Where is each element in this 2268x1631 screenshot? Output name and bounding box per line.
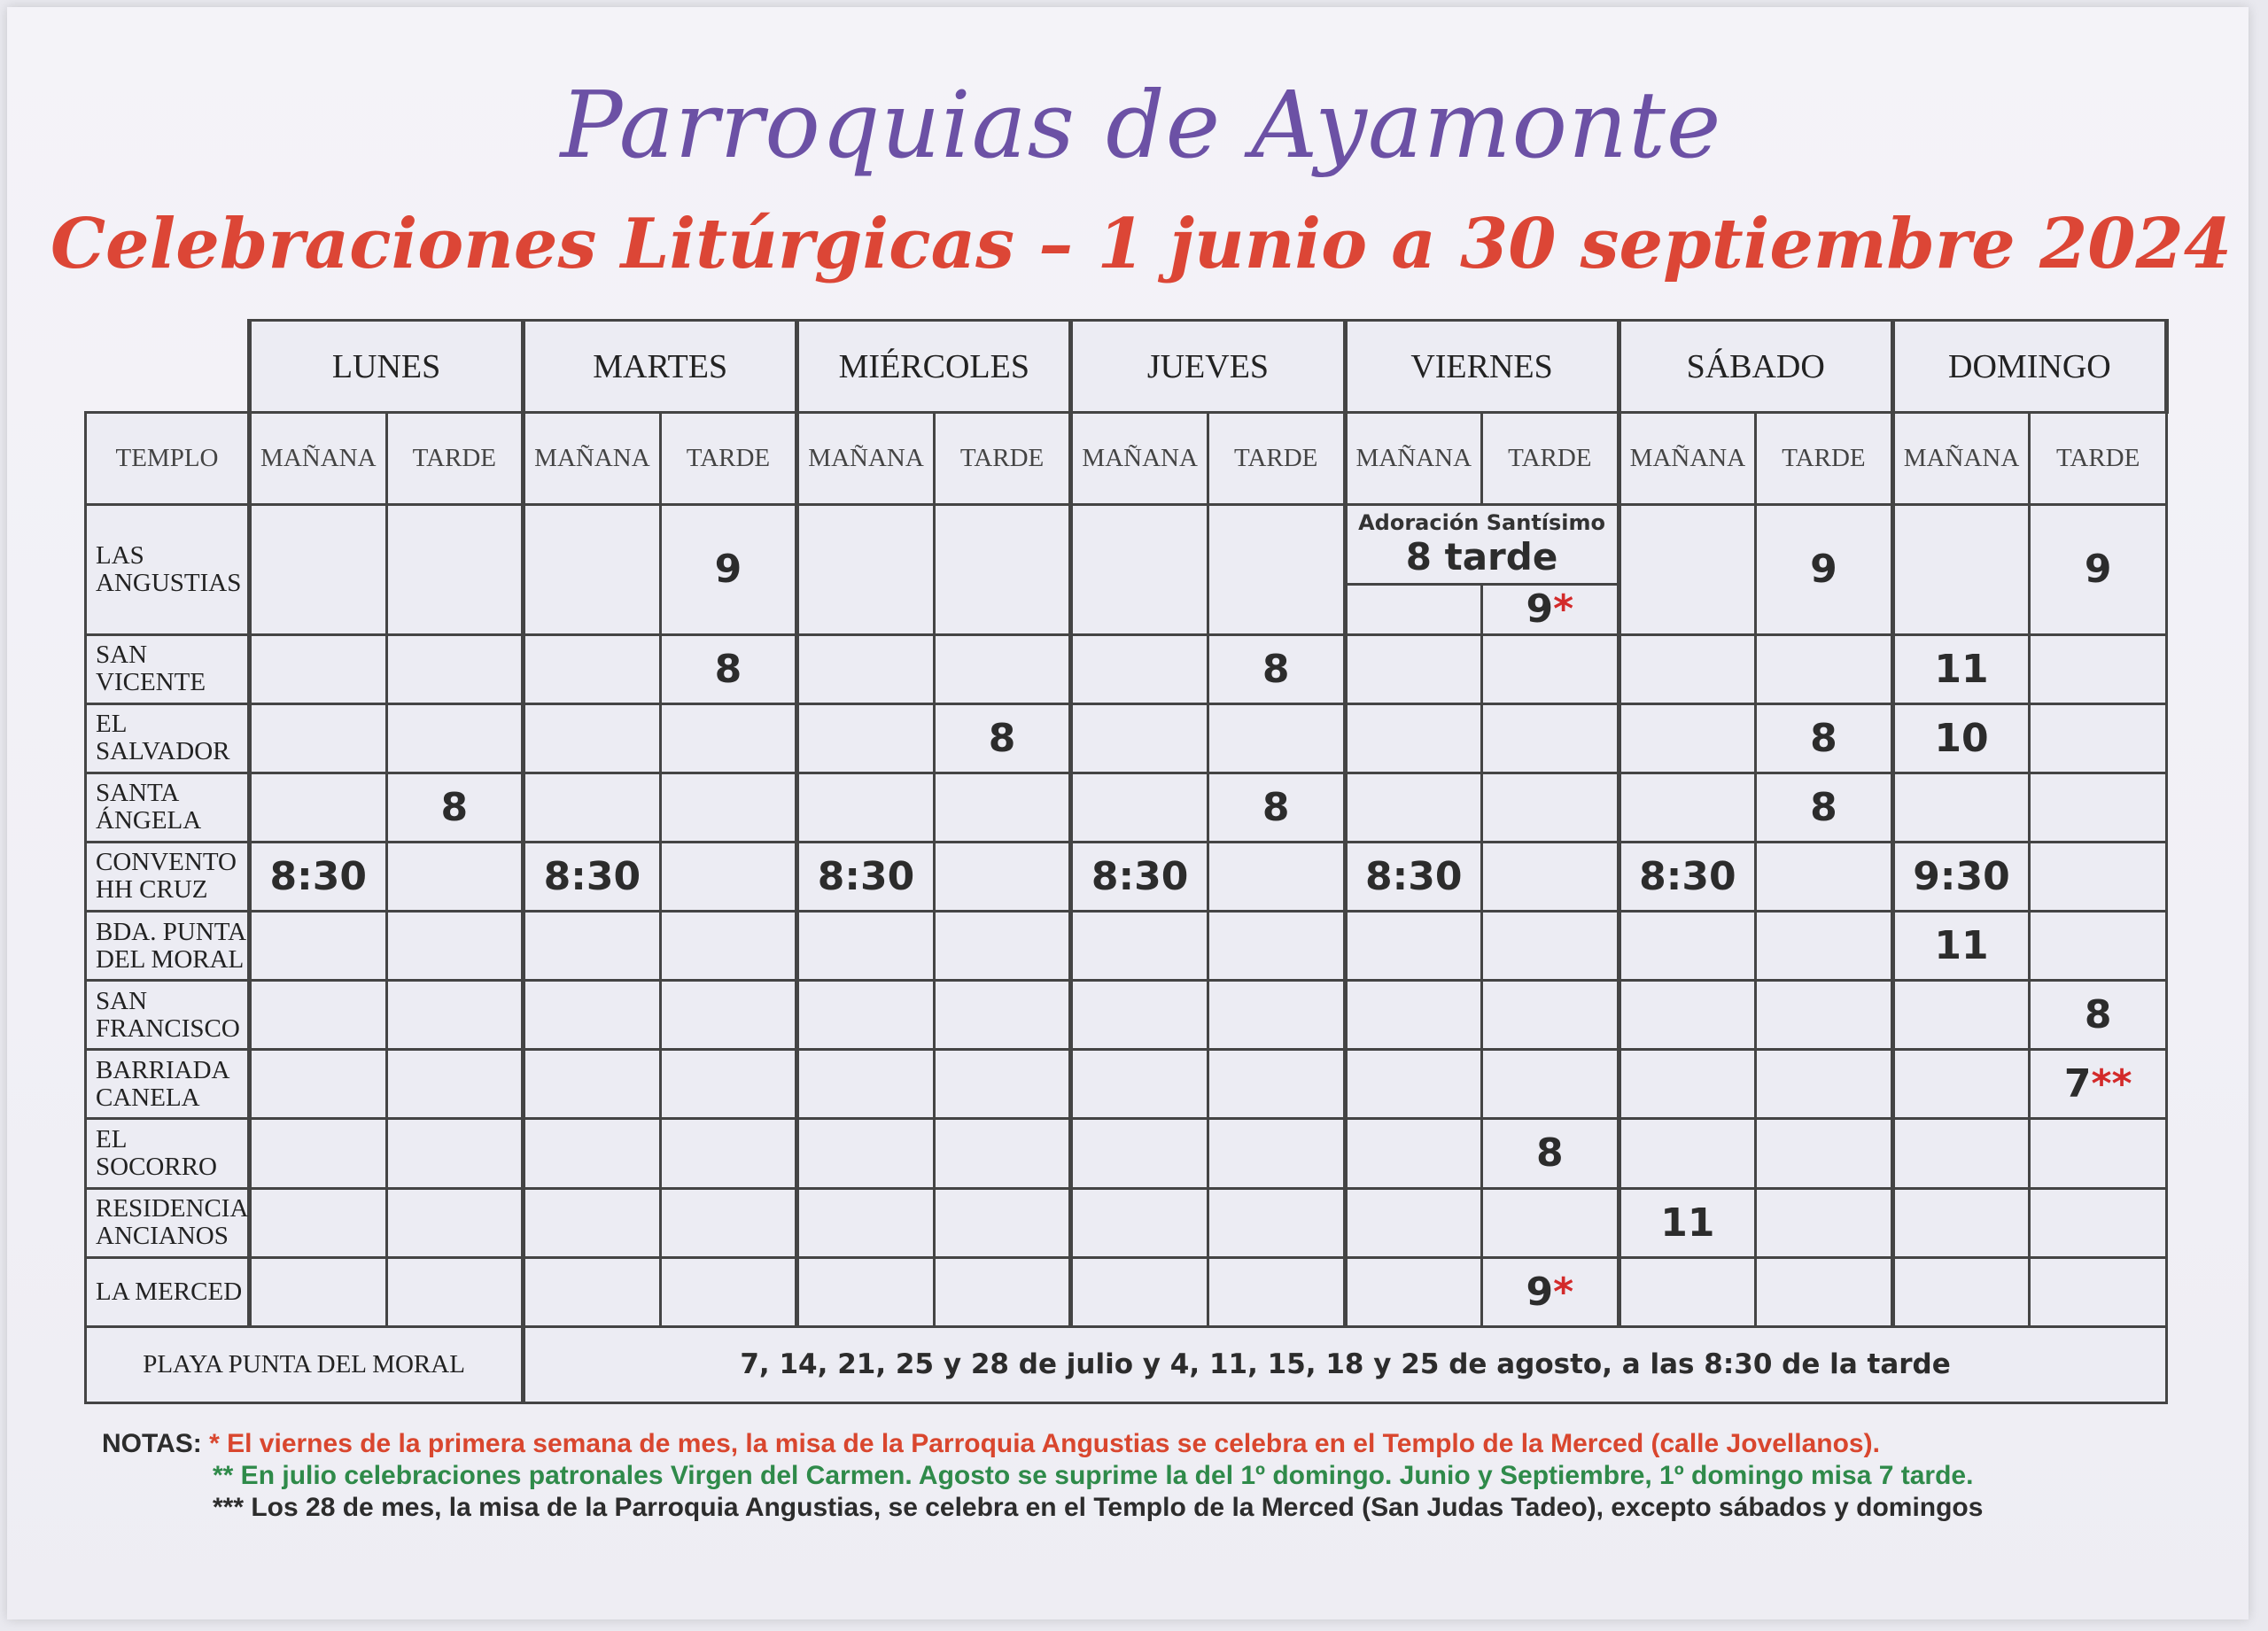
- mass-time-cell: [524, 773, 661, 842]
- mass-time-cell: [2030, 1050, 2167, 1119]
- mass-time-cell: [2030, 773, 2167, 842]
- mass-time-cell: [1482, 1050, 1619, 1119]
- mass-time-cell: [1619, 1119, 1756, 1188]
- mass-time-cell: [1208, 842, 1345, 911]
- day-header: VIERNES: [1345, 321, 1619, 413]
- header-corner: [86, 321, 250, 413]
- mass-time-cell: [660, 1119, 797, 1188]
- mass-time-cell: [1619, 505, 1756, 634]
- mass-time-cell: [386, 1188, 524, 1257]
- note-1-text: * El viernes de la primera semana de mes, la misa de la Parroquia Angustias se celebra en el Templo de la Merced (calle Jovellanos).: [209, 1429, 1880, 1458]
- mass-time-cell: [2030, 842, 2167, 911]
- table-row: [86, 634, 2167, 703]
- mass-time-cell: [386, 505, 524, 634]
- afternoon-header: TARDE: [934, 413, 1071, 505]
- templo-name: CONVENTO HH CRUZ: [86, 842, 250, 911]
- mass-time-cell: [1619, 981, 1756, 1050]
- mass-time-cell: [1208, 1119, 1345, 1188]
- mass-time-cell: [1482, 1119, 1619, 1188]
- mass-time-cell: [386, 773, 524, 842]
- mass-time-cell: [660, 981, 797, 1050]
- mass-time-cell: [250, 773, 387, 842]
- mass-time-cell: [250, 842, 387, 911]
- mass-time-cell: [1345, 1257, 1482, 1326]
- mass-time-cell: [1619, 1257, 1756, 1326]
- adoracion-label: Adoración Santísimo: [1358, 509, 1606, 535]
- mass-time-cell: [1756, 912, 1893, 981]
- mass-time: 8: [714, 646, 742, 692]
- mass-time-cell: [1756, 634, 1893, 703]
- templo-name: EL SOCORRO: [86, 1119, 250, 1188]
- mass-time-cell: [1482, 842, 1619, 911]
- mass-time-cell: [1482, 1188, 1619, 1257]
- mass-time-cell: [660, 842, 797, 911]
- templo-name: LA MERCED: [86, 1257, 250, 1326]
- mass-time: 8:30: [269, 853, 367, 899]
- mass-time-cell: [1756, 703, 1893, 773]
- mass-time-cell: [1482, 773, 1619, 842]
- mass-time-cell: [2030, 1257, 2167, 1326]
- table-row: [86, 842, 2167, 911]
- table-row: [86, 1188, 2167, 1257]
- mass-time: 9: [1526, 1269, 1554, 1315]
- templo-name: BARRIADA CANELA: [86, 1050, 250, 1119]
- templo-name: SANTA ÁNGELA: [86, 773, 250, 842]
- mass-time: 8: [440, 784, 469, 830]
- page-subtitle: Celebraciones Litúrgicas – 1 junio a 30 septiembre 2024: [50, 204, 2233, 284]
- mass-time-cell: [1892, 703, 2030, 773]
- mass-time-cell: [1892, 1257, 2030, 1326]
- morning-header: MAÑANA: [250, 413, 387, 505]
- mass-time: 8:30: [543, 853, 641, 899]
- mass-time-cell: [2030, 1188, 2167, 1257]
- asterisk-mark: **: [2091, 1061, 2132, 1107]
- mass-time-cell: [2030, 1119, 2167, 1188]
- mass-time-cell: [1071, 634, 1208, 703]
- mass-time-cell: [797, 1050, 935, 1119]
- table-row: [86, 1050, 2167, 1119]
- mass-time-cell: [660, 505, 797, 634]
- templo-name: RESIDENCIA ANCIANOS: [86, 1188, 250, 1257]
- notes-label: NOTAS:: [102, 1429, 202, 1458]
- mass-time-cell: [1071, 703, 1208, 773]
- mass-time-cell: [1756, 842, 1893, 911]
- table-row: [86, 505, 2167, 634]
- mass-time-cell: [1208, 1257, 1345, 1326]
- mass-time-cell: [797, 773, 935, 842]
- mass-time-cell: [1208, 505, 1345, 634]
- morning-header: MAÑANA: [1892, 413, 2030, 505]
- mass-time: 8: [1262, 646, 1290, 692]
- afternoon-header: TARDE: [660, 413, 797, 505]
- afternoon-header: TARDE: [2030, 413, 2167, 505]
- mass-time: 8: [1262, 784, 1290, 830]
- mass-time-cell: [1345, 1050, 1482, 1119]
- table-row: [86, 981, 2167, 1050]
- mass-time-cell: [1208, 1188, 1345, 1257]
- empty-cell: [1348, 586, 1484, 633]
- mass-time-cell: [1892, 773, 2030, 842]
- mass-time-cell: [934, 912, 1071, 981]
- mass-time-cell: [1619, 703, 1756, 773]
- mass-time: 11: [1934, 923, 1989, 969]
- note-3-text: *** Los 28 de mes, la misa de la Parroquia Angustias, se celebra en el Templo de la Merced (San Judas Tadeo), excepto sábados y domingos: [213, 1493, 1984, 1522]
- mass-time-cell: [1071, 912, 1208, 981]
- mass-time-cell: [1345, 1119, 1482, 1188]
- mass-time-cell: [660, 1188, 797, 1257]
- mass-time-cell: [1619, 634, 1756, 703]
- mass-time-cell: [386, 842, 524, 911]
- mass-time-cell: [1208, 981, 1345, 1050]
- mass-time-cell: [1756, 505, 1893, 634]
- mass-time-cell: [1482, 1257, 1619, 1326]
- day-header: MIÉRCOLES: [797, 321, 1071, 413]
- mass-time-cell: [386, 981, 524, 1050]
- mass-time-cell: [660, 1257, 797, 1326]
- mass-time-cell: [934, 773, 1071, 842]
- mass-time-cell: [934, 1188, 1071, 1257]
- mass-time: 8: [1536, 1130, 1564, 1177]
- mass-time-cell: [250, 703, 387, 773]
- morning-header: MAÑANA: [1345, 413, 1482, 505]
- afternoon-header: TARDE: [1482, 413, 1619, 505]
- mass-time-cell: [797, 1188, 935, 1257]
- mass-time-cell: [660, 703, 797, 773]
- mass-time-cell: [524, 1050, 661, 1119]
- note-2-text: ** En julio celebraciones patronales Virgen del Carmen. Agosto se suprime la del 1º domingo. Junio y Septiembre, 1º domingo misa 7 tarde.: [213, 1461, 1974, 1490]
- mass-time-cell: [1482, 912, 1619, 981]
- mass-time-cell: [797, 634, 935, 703]
- morning-header: MAÑANA: [1619, 413, 1756, 505]
- mass-time-cell: [386, 1050, 524, 1119]
- mass-time-cell: [524, 634, 661, 703]
- mass-time-cell: [934, 842, 1071, 911]
- mass-time: 8:30: [1365, 853, 1463, 899]
- note-1: [102, 1428, 2210, 1460]
- mass-time-cell: [250, 912, 387, 981]
- mass-time-cell: [524, 505, 661, 634]
- mass-time-cell: [250, 1188, 387, 1257]
- mass-time-cell: [1482, 703, 1619, 773]
- mass-time-cell: [524, 912, 661, 981]
- afternoon-header: TARDE: [1756, 413, 1893, 505]
- mass-time-cell: [524, 842, 661, 911]
- mass-time-cell: [797, 912, 935, 981]
- mass-time-cell: [524, 1188, 661, 1257]
- table-row: [86, 912, 2167, 981]
- mass-time-cell: [524, 1119, 661, 1188]
- mass-time-cell: [934, 505, 1071, 634]
- mass-time: 11: [1934, 646, 1989, 692]
- mass-time: 8: [2084, 992, 2112, 1038]
- mass-time-cell: [1345, 912, 1482, 981]
- table-row: [86, 703, 2167, 773]
- asterisk-mark: *: [1553, 586, 1574, 633]
- mass-time-cell: [1619, 1188, 1756, 1257]
- mass-time-cell: [660, 1050, 797, 1119]
- mass-time-cell: [2030, 505, 2167, 634]
- templo-name: LAS ANGUSTIAS: [86, 505, 250, 634]
- adoracion-cell: [1345, 505, 1619, 634]
- mass-time-cell: [1619, 842, 1756, 911]
- mass-time-cell: [250, 634, 387, 703]
- mass-time-cell: [1892, 505, 2030, 634]
- mass-time-cell: [386, 912, 524, 981]
- mass-time-cell: [1071, 981, 1208, 1050]
- mass-time-cell: [1756, 981, 1893, 1050]
- adoracion-time: 8 tarde: [1405, 534, 1558, 579]
- morning-header: MAÑANA: [524, 413, 661, 505]
- mass-time: 10: [1934, 715, 1989, 761]
- morning-header: MAÑANA: [1071, 413, 1208, 505]
- mass-time-cell: [934, 1257, 1071, 1326]
- mass-time-cell: [1892, 1050, 2030, 1119]
- table-row: [86, 773, 2167, 842]
- day-header: JUEVES: [1071, 321, 1345, 413]
- mass-time-cell: [1208, 1050, 1345, 1119]
- mass-time: 11: [1660, 1200, 1715, 1246]
- mass-time-cell: [386, 634, 524, 703]
- mass-time-cell: [1482, 981, 1619, 1050]
- mass-time-cell: [1071, 1119, 1208, 1188]
- mass-time-cell: [1345, 773, 1482, 842]
- templo-name: SAN VICENTE: [86, 634, 250, 703]
- mass-time-cell: [1892, 981, 2030, 1050]
- mass-time-cell: [1483, 586, 1617, 633]
- mass-time-cell: [1892, 842, 2030, 911]
- notes-block: [102, 1428, 2210, 1524]
- mass-time: 9: [1810, 547, 1837, 593]
- mass-time-cell: [1071, 1050, 1208, 1119]
- mass-time-cell: [524, 1257, 661, 1326]
- page-title: Parroquias de Ayamonte: [560, 71, 1722, 179]
- mass-time: 8: [988, 715, 1016, 761]
- mass-time-cell: [934, 634, 1071, 703]
- mass-time-cell: [797, 981, 935, 1050]
- day-header: DOMINGO: [1892, 321, 2166, 413]
- mass-time-cell: [660, 773, 797, 842]
- mass-time-cell: [1619, 773, 1756, 842]
- day-header: SÁBADO: [1619, 321, 1892, 413]
- mass-time-cell: [797, 505, 935, 634]
- mass-time-cell: [1071, 505, 1208, 634]
- mass-time-cell: [1756, 1188, 1893, 1257]
- mass-time-cell: [1071, 1257, 1208, 1326]
- mass-time-cell: [1892, 912, 2030, 981]
- mass-time-cell: [1892, 1119, 2030, 1188]
- mass-time-cell: [250, 1119, 387, 1188]
- mass-time-cell: [1756, 773, 1893, 842]
- templo-name: BDA. PUNTA DEL MORAL: [86, 912, 250, 981]
- mass-time-cell: [386, 1119, 524, 1188]
- mass-time-cell: [934, 703, 1071, 773]
- mass-time: 8: [1810, 784, 1837, 830]
- mass-time: 8: [1810, 715, 1837, 761]
- day-header: MARTES: [524, 321, 797, 413]
- mass-time-cell: [797, 1257, 935, 1326]
- afternoon-header: TARDE: [386, 413, 524, 505]
- mass-time-cell: [250, 981, 387, 1050]
- day-header: LUNES: [250, 321, 524, 413]
- mass-time: 8:30: [817, 853, 915, 899]
- mass-schedule-table: [84, 319, 2169, 1404]
- mass-time-cell: [1892, 634, 2030, 703]
- mass-time-cell: [797, 1119, 935, 1188]
- mass-time-cell: [1619, 1050, 1756, 1119]
- mass-time-cell: [1208, 634, 1345, 703]
- mass-time-cell: [1345, 981, 1482, 1050]
- mass-time-cell: [660, 634, 797, 703]
- mass-time-cell: [1345, 1188, 1482, 1257]
- mass-time: 9: [714, 547, 742, 593]
- afternoon-header: TARDE: [1208, 413, 1345, 505]
- mass-time: 8:30: [1639, 853, 1736, 899]
- playa-label: PLAYA PUNTA DEL MORAL: [86, 1326, 524, 1402]
- table-row: [86, 1257, 2167, 1326]
- mass-time-cell: [1345, 842, 1482, 911]
- mass-time-cell: [934, 1119, 1071, 1188]
- mass-time-cell: [1071, 773, 1208, 842]
- mass-time-cell: [524, 981, 661, 1050]
- mass-time-cell: [934, 981, 1071, 1050]
- templo-header: TEMPLO: [86, 413, 250, 505]
- morning-header: MAÑANA: [797, 413, 935, 505]
- mass-time-cell: [1345, 703, 1482, 773]
- mass-time-cell: [797, 703, 935, 773]
- mass-time-cell: [2030, 703, 2167, 773]
- mass-time-cell: [1619, 912, 1756, 981]
- mass-time: 9: [1526, 586, 1554, 633]
- templo-name: SAN FRANCISCO: [86, 981, 250, 1050]
- mass-time-cell: [386, 703, 524, 773]
- mass-time-cell: [1208, 773, 1345, 842]
- templo-name: EL SALVADOR: [86, 703, 250, 773]
- mass-time-cell: [797, 842, 935, 911]
- mass-time-cell: [524, 703, 661, 773]
- mass-time-cell: [250, 505, 387, 634]
- mass-time-cell: [1071, 1188, 1208, 1257]
- asterisk-mark: *: [1553, 1269, 1574, 1315]
- mass-time-cell: [1208, 912, 1345, 981]
- mass-time-cell: [2030, 981, 2167, 1050]
- day-header-row: [86, 321, 2167, 413]
- mass-time-cell: [660, 912, 797, 981]
- mass-time-cell: [2030, 912, 2167, 981]
- mass-time-cell: [1892, 1188, 2030, 1257]
- mass-time-cell: [2030, 634, 2167, 703]
- mass-time-cell: [1756, 1257, 1893, 1326]
- playa-row: [86, 1326, 2167, 1402]
- mass-time-cell: [1071, 842, 1208, 911]
- playa-dates: 7, 14, 21, 25 y 28 de julio y 4, 11, 15, 18 y 25 de agosto, a las 8:30 de la tarde: [524, 1326, 2167, 1402]
- mass-time-cell: [250, 1050, 387, 1119]
- mass-time-cell: [1482, 634, 1619, 703]
- mass-time-cell: [1208, 703, 1345, 773]
- subheader-row: [86, 413, 2167, 505]
- mass-time: 8:30: [1091, 853, 1189, 899]
- mass-time: 7: [2063, 1061, 2092, 1107]
- mass-time-cell: [386, 1257, 524, 1326]
- mass-time-cell: [1756, 1119, 1893, 1188]
- mass-time-cell: [1756, 1050, 1893, 1119]
- mass-time: 9: [2084, 547, 2112, 593]
- table-row: [86, 1119, 2167, 1188]
- mass-time-cell: [1345, 634, 1482, 703]
- mass-time-cell: [250, 1257, 387, 1326]
- mass-time: 9:30: [1913, 853, 2010, 899]
- mass-time-cell: [934, 1050, 1071, 1119]
